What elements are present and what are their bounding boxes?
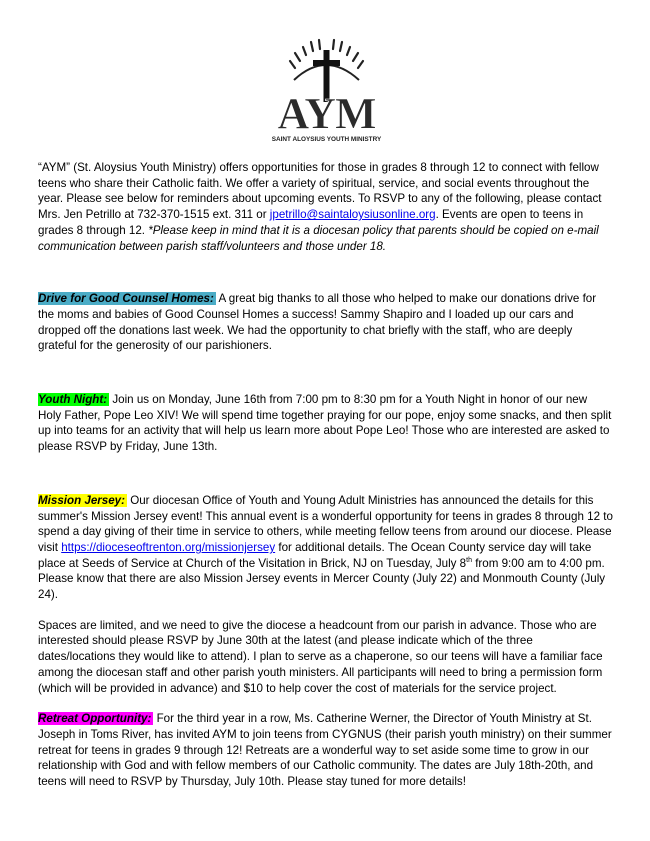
retreat-heading: Retreat Opportunity: xyxy=(38,712,152,726)
drive-heading: Drive for Good Counsel Homes: xyxy=(38,292,214,306)
intro-text: “AYM” (St. Aloysius Youth Ministry) offers opportunities for those in grades 8 through 12 to connect with fellow teens who share their Catholic faith. We offer a variety of spiritual, service, and social events throughout the year. Please see below for reminders about upcoming events. To RSVP to any of the following, please contact Mrs. Jen Petrillo at 732-370-1515 ext. 311 or xyxy=(38,161,602,222)
youth-night-body: Join us on Monday, June 16th from 7:00 pm to 8:30 pm for a Youth Night in honor of our new Holy Father, Pope Leo XIV! We will spend time together praying for our pope, enjoy some snacks, and then split up into teams for an activity that will help us learn more about Pope Leo! Those who are interested are asked to please RSVP by Friday, June 13th. xyxy=(38,393,612,454)
bulletin-content xyxy=(38,160,613,790)
mission-body-1: Our diocesan Office of Youth and Young Adult Ministries has announced the details for this summer's Mission Jersey event! This annual event is a wonderful opportunity for teens in grades 8 through 12 to spend a day giving of their time in service to others, while meeting fellow teens from around our diocese. Please visit xyxy=(38,493,613,554)
drive-body: A great big thanks to all those who helped to make our donations drive for the moms and babies of Good Counsel Homes a success! Sammy Shapiro and I loaded up our cars and dropped off the donations last week. We had the opportunity to chat briefly with the staff, who are deeply grateful for the generosity of our parishioners. xyxy=(38,292,597,353)
mission-body-3: from 9:00 am to 4:00 pm. Please know that there are also Mission Jersey events in Mercer County (July 22) and Monmouth County (July 24). xyxy=(38,556,606,602)
retreat-body: For the third year in a row, Ms. Catherine Werner, the Director of Youth Ministry at St. Joseph in Toms River, has invited AYM to join teens from CYGNUS (their parish youth ministry) on their summer retreat for teens in grades 9 through 12! Retreats are a wonderful way to set aside some time to grow in our relationship with God and with fellow members of our Catholic community. The dates are July 18th-20th, and teens will need to RSVP by Thursday, July 10th. Please stay tuned for more details! xyxy=(38,712,612,789)
retreat-section xyxy=(38,711,613,790)
email-link[interactable]: jpetrillo@saintaloysiusonline.org xyxy=(269,208,436,222)
diocesan-policy-note: *Please keep in mind that it is a diocesan policy that parents should be copied on e-mail communication between parish staff/volunteers and those under 18. xyxy=(38,223,599,253)
mission-jersey-heading: Mission Jersey: xyxy=(38,493,125,507)
mission-jersey-link[interactable]: https://dioceseoftrenton.org/missionjersey xyxy=(61,540,276,554)
logo-letters: AYM xyxy=(277,89,376,138)
mission-jersey-section xyxy=(38,493,613,603)
youth-night-heading: Youth Night: xyxy=(38,393,108,407)
mission-paragraph-2: Spaces are limited, and we need to give the diocese a headcount from our parish in advance. Those who are interested should please RSVP by June 30th at the latest (and please indicate which of the three dates/locations they would like to attend). I plan to serve as a chaperone, so our teens will have a familiar face among the diocesan staff and other parish youth ministers. All participants will need to bring a permission form (which will be provided in advance) and $10 to help cover the cost of materials for the service project. xyxy=(38,618,603,695)
date-suffix: th xyxy=(466,556,472,564)
intro-paragraph xyxy=(38,160,613,254)
youth-night-section xyxy=(38,392,613,455)
aym-logo xyxy=(264,28,389,146)
mission-body-2: for additional details. The Ocean County service day will take place at Seeds of Service at Church of the Visitation in Brick, NJ on Tuesday, July 8 xyxy=(38,540,592,570)
logo-caption: SAINT ALOYSIUS YOUTH MINISTRY xyxy=(271,136,382,143)
intro-text-cont: . Events are open to teens in grades 8 through 12. xyxy=(38,208,584,237)
drive-section xyxy=(38,291,613,354)
